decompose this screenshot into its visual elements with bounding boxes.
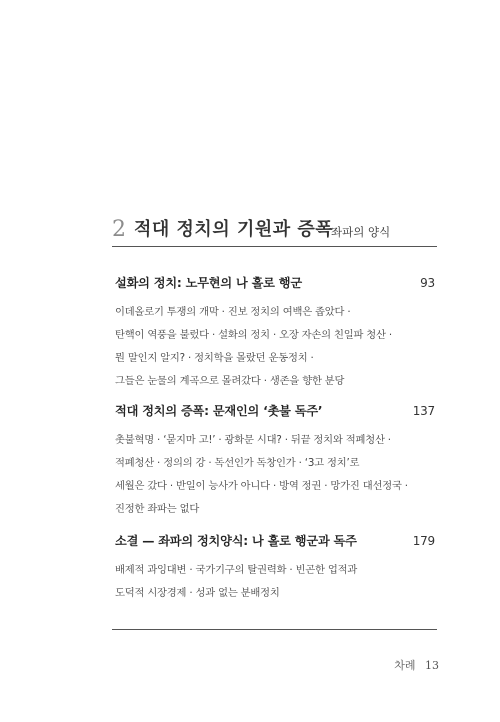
section-title: 적대 정치의 증폭: 문재인의 ‘촛불 독주’ bbox=[115, 404, 323, 418]
section-title-link[interactable] bbox=[115, 532, 437, 550]
topic-line: 적폐청산 · 정의의 강 · 독선인가 독창인가 · ‘3고 정치’로 bbox=[115, 457, 360, 469]
toc-section bbox=[115, 402, 437, 521]
section-topics bbox=[115, 301, 437, 393]
footer-label: 차례 bbox=[394, 659, 416, 672]
topic-line: 도덕적 시장경제 · 성과 없는 분배정치 bbox=[115, 587, 280, 599]
section-page-number: 93 bbox=[420, 276, 435, 290]
folio-number: 13 bbox=[425, 659, 439, 672]
section-title-link[interactable] bbox=[115, 402, 437, 420]
section-page-number: 137 bbox=[412, 404, 435, 418]
section-title-link[interactable] bbox=[115, 274, 437, 292]
part-number: 2 bbox=[112, 217, 126, 242]
topic-line: 뭔 말인지 알지? · 정치학을 몰랐던 운동정치 · bbox=[115, 352, 314, 364]
section-topics bbox=[115, 429, 437, 521]
part-subtitle: 좌파의 양식 bbox=[331, 225, 391, 239]
topic-line: 이데올로기 투쟁의 개막 · 진보 정치의 여백은 좁았다 · bbox=[115, 306, 351, 318]
toc-section bbox=[115, 274, 437, 393]
topic-line: 촛불혁명 · ‘묻지마 고!’ · 광화문 시대? · 뒤끝 정치와 적폐청산 · bbox=[115, 434, 391, 446]
part-title: 적대 정치의 기원과 증폭 bbox=[134, 219, 334, 240]
section-page-number: 179 bbox=[412, 534, 435, 548]
topic-line: 그들은 눈물의 계곡으로 몰려갔다 · 생존을 향한 분당 bbox=[115, 375, 345, 387]
section-topics bbox=[115, 559, 437, 605]
topic-line: 진정한 좌파는 없다 bbox=[115, 503, 200, 515]
topic-line: 배제적 과잉대변 · 국가기구의 탈권력화 · 빈곤한 업적과 bbox=[115, 564, 358, 576]
section-title: 설화의 정치: 노무현의 나 홀로 행군 bbox=[115, 276, 302, 290]
footer-divider bbox=[112, 629, 437, 630]
part-header bbox=[112, 218, 437, 244]
page-footer bbox=[394, 657, 439, 673]
header-divider bbox=[112, 246, 437, 247]
topic-line: 탄핵이 역풍을 불렀다 · 설화의 정치 · 오장 자손의 친일파 청산 · bbox=[115, 329, 392, 341]
toc-section bbox=[115, 532, 437, 605]
topic-line: 세월은 갔다 · 반일이 능사가 아니다 · 방역 정권 · 망가진 대선정국 · bbox=[115, 480, 408, 492]
section-title: 소결 — 좌파의 정치양식: 나 홀로 행군과 독주 bbox=[115, 534, 357, 548]
